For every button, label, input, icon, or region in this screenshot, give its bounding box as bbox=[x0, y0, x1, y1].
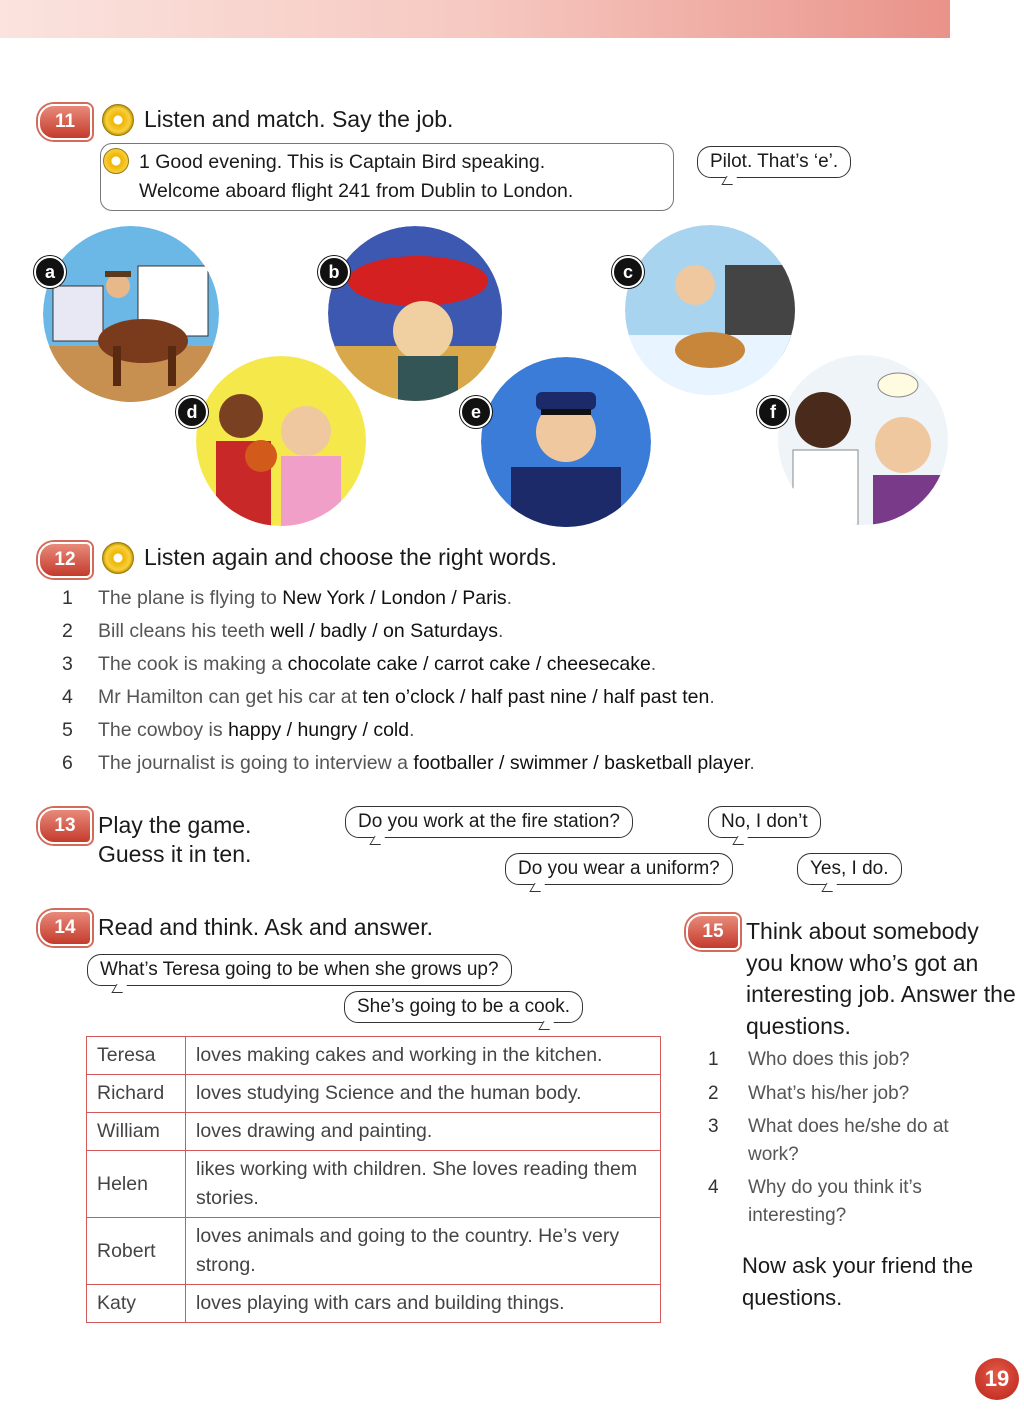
exercise-15-instruction: Think about somebody you know who’s got an interesting job. Answer the questions. bbox=[746, 918, 1016, 1039]
top-banner-edge bbox=[950, 0, 1024, 38]
cd-track-icon bbox=[103, 148, 129, 174]
person-desc: loves drawing and painting. bbox=[186, 1113, 661, 1151]
person-name: Helen bbox=[87, 1151, 186, 1218]
ex15-question: 2 What’s his/her job? bbox=[708, 1083, 910, 1104]
picture-d-label: d bbox=[176, 396, 208, 428]
picture-d-basketball bbox=[196, 356, 366, 526]
ex15-question: 3 What does he/she do at work? bbox=[708, 1116, 949, 1165]
exercise-13-instruction-1: Play the game. bbox=[98, 812, 252, 838]
person-name: Robert bbox=[87, 1218, 186, 1285]
ex12-item: 6 The journalist is going to interview a footballer / swimmer / basketball player. bbox=[62, 752, 755, 774]
person-desc: loves making cakes and working in the kitchen. bbox=[186, 1037, 661, 1075]
table-row bbox=[87, 1285, 661, 1323]
picture-e-label: e bbox=[460, 396, 492, 428]
ex12-item: 3 The cook is making a chocolate cake / carrot cake / cheesecake. bbox=[62, 653, 657, 675]
ex12-item: 5 The cowboy is happy / hungry / cold. bbox=[62, 719, 415, 741]
ex12-item: 2 Bill cleans his teeth well / badly / on Saturdays. bbox=[62, 620, 504, 642]
exercise-11-badge: 11 bbox=[38, 104, 92, 140]
picture-a-cowboy bbox=[43, 226, 219, 402]
answer-bubble: She’s going to be a cook. bbox=[344, 991, 583, 1023]
picture-c-cook bbox=[625, 225, 795, 395]
person-name: Katy bbox=[87, 1285, 186, 1323]
person-desc: likes working with children. She loves reading them stories. bbox=[186, 1151, 661, 1218]
person-name: Teresa bbox=[87, 1037, 186, 1075]
exercise-11-instruction: Listen and match. Say the job. bbox=[144, 106, 454, 132]
person-name: Richard bbox=[87, 1075, 186, 1113]
cd-audio-icon bbox=[102, 104, 134, 136]
table-row bbox=[87, 1075, 661, 1113]
exercise-12-instruction: Listen again and choose the right words. bbox=[144, 544, 557, 570]
exercise-13-badge: 13 bbox=[38, 808, 92, 844]
picture-f-label: f bbox=[757, 396, 789, 428]
exercise-14-badge: 14 bbox=[38, 910, 92, 946]
picture-f-dentist bbox=[778, 355, 948, 525]
person-name: William bbox=[87, 1113, 186, 1151]
picture-b-mechanic bbox=[328, 226, 503, 401]
exercise-12-badge: 12 bbox=[38, 542, 92, 578]
picture-b-label: b bbox=[318, 256, 350, 288]
picture-e-pilot bbox=[481, 357, 651, 527]
table-row bbox=[87, 1037, 661, 1075]
dialog-line-2: Welcome aboard flight 241 from Dublin to London. bbox=[139, 180, 574, 202]
person-desc: loves studying Science and the human body. bbox=[186, 1075, 661, 1113]
exercise-14-instruction: Read and think. Ask and answer. bbox=[98, 914, 433, 940]
exercise-15-badge: 15 bbox=[686, 914, 740, 950]
person-desc: loves animals and going to the country. He’s very strong. bbox=[186, 1218, 661, 1285]
ex15-question: 4 Why do you think it’s interesting? bbox=[708, 1177, 922, 1226]
page-number: 19 bbox=[975, 1358, 1019, 1400]
ex12-item: 4 Mr Hamilton can get his car at ten o’clock / half past nine / half past ten. bbox=[62, 686, 715, 708]
exercise-15-closing: Now ask your friend the questions. bbox=[742, 1253, 974, 1310]
cd-audio-icon bbox=[102, 542, 134, 574]
exercise-13-instruction-2: Guess it in ten. bbox=[98, 841, 252, 867]
speech-bubble: Do you work at the fire station? bbox=[345, 806, 633, 838]
speech-bubble: No, I don’t bbox=[708, 806, 821, 838]
dialog-bubble bbox=[100, 143, 674, 211]
dialog-line-1: 1 Good evening. This is Captain Bird speaking. bbox=[139, 151, 546, 173]
answer-bubble: Pilot. That’s ‘e’. bbox=[697, 146, 851, 178]
table-row bbox=[87, 1151, 661, 1218]
table-row bbox=[87, 1218, 661, 1285]
person-desc: loves playing with cars and building things. bbox=[186, 1285, 661, 1323]
question-bubble: What’s Teresa going to be when she grows up? bbox=[87, 954, 512, 986]
top-banner bbox=[0, 0, 950, 38]
ex12-item: 1 The plane is flying to New York / London / Paris. bbox=[62, 587, 513, 609]
picture-a-label: a bbox=[34, 256, 66, 288]
picture-c-label: c bbox=[612, 256, 644, 288]
table-row bbox=[87, 1113, 661, 1151]
speech-bubble: Yes, I do. bbox=[797, 853, 902, 885]
speech-bubble: Do you wear a uniform? bbox=[505, 853, 733, 885]
people-table bbox=[86, 1036, 661, 1323]
ex15-question: 1 Who does this job? bbox=[708, 1049, 910, 1070]
